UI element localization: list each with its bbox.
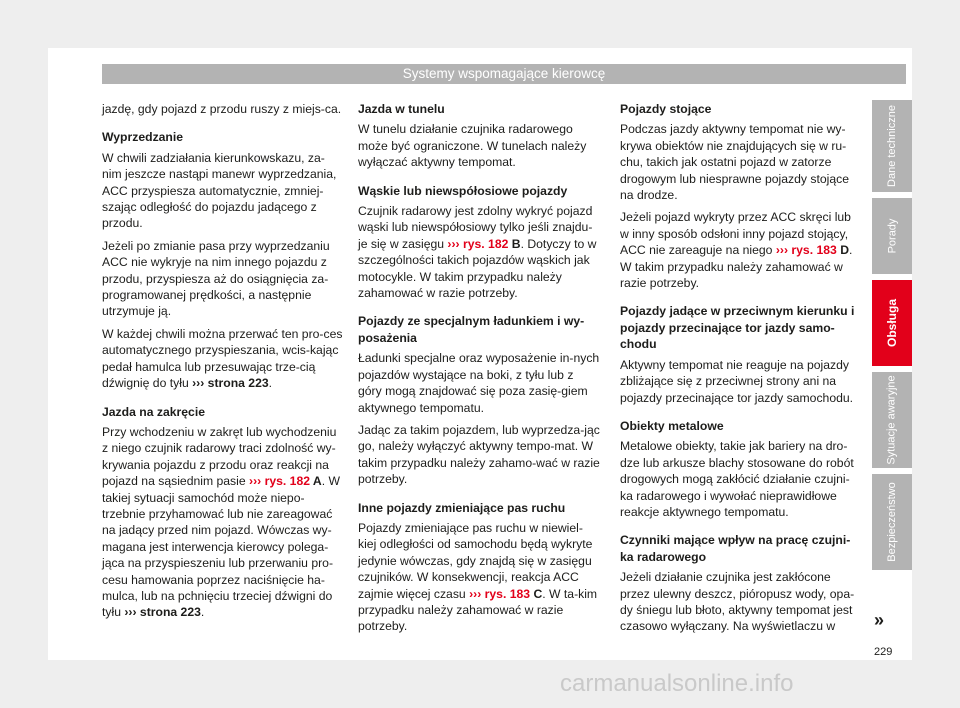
- text: . Dotyczy to w szczególności takich pojazdów wąskich jak motocykle. W takim przypadku należy zahamować w razie potrzeby.: [358, 236, 597, 301]
- paragraph: Podczas jazdy aktywny tempomat nie wy-krywa obiektów nie znajdujących się w ru-chu, takich jak ostatni pojazd w zatorze drogowym lub niesprawne pojazdy stojące na drodze.: [620, 122, 849, 203]
- figure-link[interactable]: ››› rys. 183: [775, 243, 837, 258]
- paragraph: [102, 424, 344, 621]
- text: . W takiej sytuacji samochód może niepo-trzebnie przyhamować lub nie zareagować na jadący przed nim pojazd. Wówczas wy-magana jest interwencja kierowcy polega-jąca na przyspieszeniu lub przerwaniu pro-cesu hamowania poprzez naciśnięcie ha-mulca, lub na pchnięciu trzeciej dźwigni do tyłu: [102, 474, 341, 620]
- text: .: [200, 605, 205, 620]
- manual-page: [48, 48, 912, 660]
- watermark: carmanualsonline.info: [560, 670, 794, 697]
- text-column-3: [620, 101, 862, 641]
- section-heading: Wąskie lub niewspółosiowe pojazdy: [358, 183, 568, 198]
- paragraph: [358, 203, 600, 301]
- tab-label: Porady: [885, 218, 898, 254]
- paragraph: Jeżeli działanie czujnika jest zakłócone przez ulewny deszcz, pióropusz wody, opa-dy śniegu lub błoto, aktywny tempomat jest czasowo wyłączany. Na wyświetlaczu w: [620, 570, 855, 634]
- paragraph: [102, 326, 344, 392]
- paragraph: W chwili zadziałania kierunkowskazu, za-nim jeszcze nastąpi manewr wyprzedzania, ACC przyspiesza automatycznie, zmniej-szając odległość do pojazdu jadącego z przodu.: [102, 150, 337, 231]
- paragraph: W tunelu działanie czujnika radarowego może być ograniczone. W tunelach należy wyłączać aktywny tempomat.: [358, 122, 587, 170]
- figure-letter: C: [530, 586, 543, 601]
- page-number: 229: [874, 646, 893, 658]
- paragraph: Metalowe obiekty, takie jak bariery na dro-dze lub arkusze blachy stosowane do robót drogowych mogą zakłócić działanie czujni-ka radarowego i wywołać nieprawidłowe reakcje aktywnego tempomatu.: [620, 439, 854, 519]
- section-heading: Pojazdy jadące w przeciwnym kierunku i pojazdy przecinające tor jazdy samo-chodu: [620, 304, 855, 352]
- figure-letter: D: [836, 243, 849, 258]
- text: W każdej chwili można przerwać ten pro-ces automatycznego przyspieszania, wcis-kając pedał hamulca lub przesuwając trze-cią dźwignię do tyłu: [102, 326, 343, 391]
- tab-label: Obsługa: [885, 298, 900, 348]
- tab-sytuacje-awaryjne[interactable]: [872, 372, 912, 468]
- tab-label: Dane techniczne: [886, 105, 899, 187]
- figure-letter: B: [508, 236, 521, 251]
- text: . W ta-kim przypadku należy zahamować w razie potrzeby.: [358, 586, 598, 634]
- tab-label: Sytuacje awaryjne: [886, 375, 898, 465]
- section-heading: Pojazdy stojące: [620, 102, 712, 116]
- paragraph: Jeżeli po zmianie pasa przy wyprzedzaniu ACC nie wykryje na nim innego pojazdu z przodu, przyspiesza aż do osiągnięcia za-programowanej prędkości, a następnie utrzymuje ją.: [102, 238, 330, 319]
- figure-link[interactable]: ››› rys. 183: [469, 586, 531, 601]
- section-heading: Jazda w tunelu: [358, 102, 445, 116]
- section-heading: Inne pojazdy zmieniające pas ruchu: [358, 500, 566, 515]
- text-column-1: [102, 101, 344, 627]
- text: Pojazdy zmieniające pas ruchu w niewiel-kiej odległości od samochodu będą wykryte jedynie wówczas, gdy znajdą się w zasięgu czujników. W konsekwencji, reakcja ACC zajmie więcej czasu: [358, 520, 593, 601]
- paragraph: Ładunki specjalne oraz wyposażenie in-nych pojazdów wystające na boki, z tyłu lub z góry mogą znajdować się poza zasię-giem aktywnego tempomatu.: [358, 351, 600, 415]
- page-header: Systemy wspomagające kierowcę: [102, 64, 906, 84]
- paragraph: jazdę, gdy pojazd z przodu ruszy z miejs-ca.: [102, 102, 342, 116]
- tab-dane-techniczne[interactable]: [872, 100, 912, 192]
- section-heading: Obiekty metalowe: [620, 418, 724, 433]
- section-heading: Pojazdy ze specjalnym ładunkiem i wy-posażenia: [358, 314, 585, 345]
- section-heading: Jazda na zakręcie: [102, 404, 205, 419]
- paragraph: [620, 209, 862, 291]
- figure-link[interactable]: ››› rys. 182: [249, 474, 310, 489]
- text: . W takim przypadku należy zahamować w razie potrzeby.: [620, 243, 853, 291]
- tab-label: Bezpieczeństwo: [886, 482, 898, 562]
- section-heading: Czynniki mające wpływ na pracę czujni-ka radarowego: [620, 533, 851, 564]
- tab-bezpieczenstwo[interactable]: [872, 474, 912, 570]
- text: Przy wchodzeniu w zakręt lub wychodzeniu z niego czujnik radarowy traci zdolność wy-krywania pojazdu z przodu oraz reakcji na pojazd na sąsiednim pasie: [102, 424, 337, 489]
- text: Jeżeli pojazd wykryty przez ACC skręci lub w inny sposób odsłoni inny pojazd stojący, ACC nie zareaguje na niego: [620, 210, 851, 258]
- continued-mark: »: [874, 610, 885, 630]
- tab-obsluga[interactable]: [872, 280, 912, 366]
- tab-porady[interactable]: [872, 198, 912, 274]
- paragraph: Jadąc za takim pojazdem, lub wyprzedza-jąc go, należy wyłączyć aktywny tempo-mat. W takim przypadku należy zahamo-wać w razie potrzeby.: [358, 422, 600, 487]
- page-link[interactable]: ››› strona 223: [192, 376, 269, 391]
- figure-letter: A: [310, 474, 322, 489]
- section-heading: Wyprzedzanie: [102, 130, 184, 145]
- page-link[interactable]: ››› strona 223: [124, 605, 201, 620]
- text-column-2: [358, 101, 600, 641]
- text: .: [268, 376, 273, 391]
- text: Czujnik radarowy jest zdolny wykryć pojazd wąski lub niewspółosiowy tylko jeśli znajdu-je się w zasięgu: [358, 204, 593, 251]
- paragraph: [358, 520, 600, 635]
- paragraph: Aktywny tempomat nie reaguje na pojazdy zbliżające się z przeciwnej strony ani na pojazdy przecinające tor jazdy samochodu.: [620, 357, 854, 405]
- figure-link[interactable]: ››› rys. 182: [447, 236, 509, 251]
